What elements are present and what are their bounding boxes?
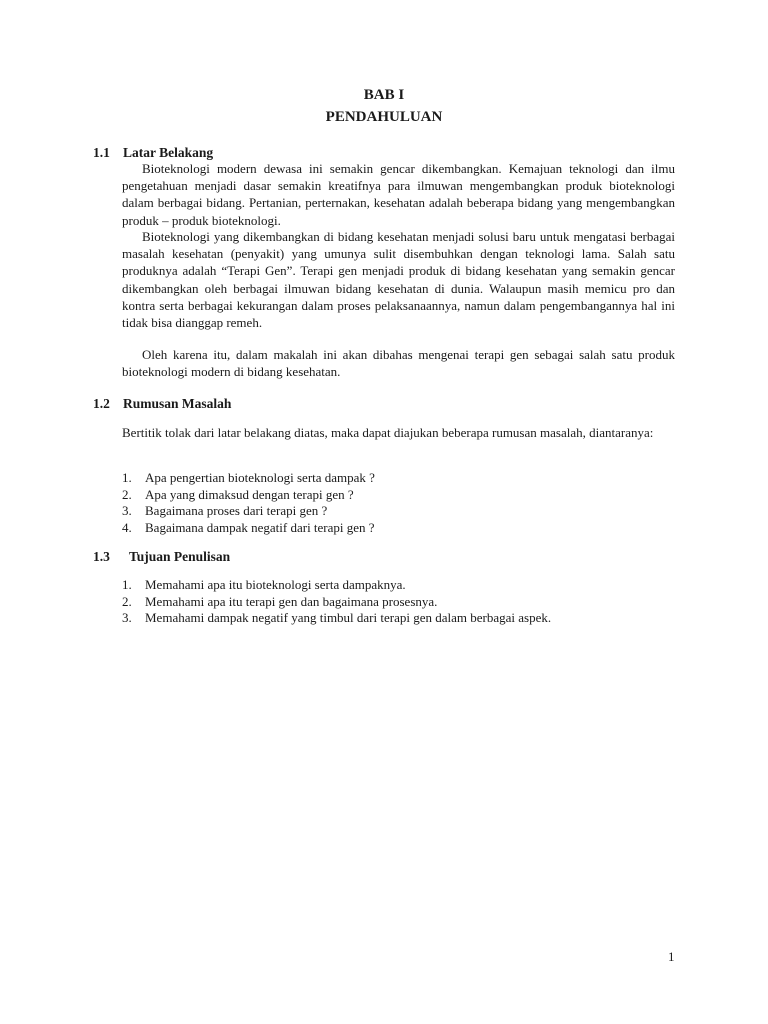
section-heading-tujuan-penulisan <box>93 548 230 566</box>
list-item-text: Memahami apa itu bioteknologi serta dampaknya. <box>145 577 406 592</box>
list-marker: 4. <box>122 519 132 535</box>
tujuan-penulisan-list <box>122 577 551 627</box>
list-item <box>122 520 375 537</box>
section-title: Latar Belakang <box>123 145 214 160</box>
list-item-text: Bagaimana dampak negatif dari terapi gen ? <box>145 519 375 535</box>
list-marker: 3. <box>122 503 132 518</box>
list-item-text: Memahami dampak negatif yang timbul dari terapi gen dalam berbagai aspek. <box>145 610 552 625</box>
section-number: 1.2 <box>93 396 110 411</box>
section-number: 1.1 <box>93 145 110 160</box>
section-heading-rumusan-masalah <box>93 395 231 413</box>
list-marker: 1. <box>122 470 132 485</box>
section-number: 1.3 <box>93 549 110 564</box>
paragraph-latar-belakang-1: Bioteknologi modern dewasa ini semakin gencar dikembangkan. Kemajuan teknologi dan ilmu pengetahuan menjadi dasar semakin kreatifnya para ilmuwan mengembangkan produk bioteknologi dalam berbagai bidang. Pertanian, perternakan, kesehatan adalah beberapa bidang yang mengembangkan produk – produk bioteknologi. <box>122 161 675 228</box>
list-item <box>122 470 375 487</box>
list-item <box>122 487 375 504</box>
chapter-title: PENDAHULUAN <box>325 109 443 125</box>
list-item <box>122 610 551 627</box>
list-item <box>122 577 551 594</box>
paragraph-latar-belakang-3: Oleh karena itu, dalam makalah ini akan dibahas mengenai terapi gen sebagai salah satu produk bioteknologi modern di bidang kesehatan. <box>122 347 675 380</box>
list-item-text: Apa yang dimaksud dengan terapi gen ? <box>145 486 354 502</box>
section-title: Tujuan Penulisan <box>129 549 231 564</box>
list-item <box>122 503 375 520</box>
list-item-text: Memahami apa itu terapi gen dan bagaimana prosesnya. <box>145 593 438 609</box>
page-number: 1 <box>668 949 675 964</box>
paragraph-latar-belakang-2: Bioteknologi yang dikembangkan di bidang kesehatan menjadi solusi baru untuk mengatasi berbagai masalah kesehatan (penyakit) yang umunya sulit disembuhkan dengan teknologi lama. Salah satu produknya adalah “Terapi Gen”. Terapi gen menjadi produk di bidang kesehatan yang semakin gencar dikembangkan oleh berbagai ilmuwan bidang kesehatan di dunia. Walaupun masih memicu pro dan kontra serta berbagai kekurangan dalam proses pelaksanaannya, namun dalam pengembangannya hal ini tidak bisa dianggap remeh. <box>122 229 675 331</box>
list-marker: 3. <box>122 610 132 625</box>
list-item <box>122 594 551 611</box>
list-item-text: Apa pengertian bioteknologi serta dampak ? <box>145 470 375 485</box>
chapter-number: BAB I <box>363 87 405 103</box>
list-marker: 2. <box>122 593 132 609</box>
list-marker: 1. <box>122 577 132 592</box>
section-title: Rumusan Masalah <box>123 396 232 411</box>
rumusan-masalah-list <box>122 470 375 536</box>
list-item-text: Bagaimana proses dari terapi gen ? <box>145 503 328 518</box>
list-marker: 2. <box>122 486 132 502</box>
paragraph-rumusan-intro: Bertitik tolak dari latar belakang diatas, maka dapat diajukan beberapa rumusan masalah, diantaranya: <box>122 425 654 440</box>
